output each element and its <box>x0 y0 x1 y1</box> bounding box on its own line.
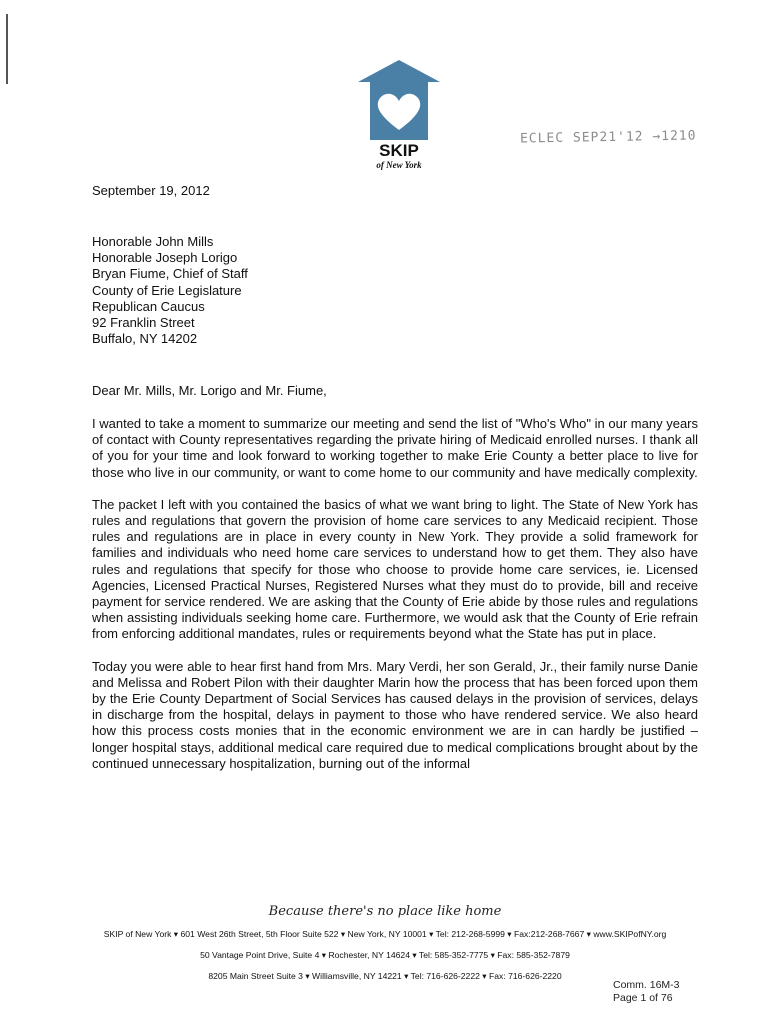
footer-address-nyc: SKIP of New York ▾ 601 West 26th Street, 5th Floor Suite 522 ▾ New York, NY 10001 ▾ Tel: 212-268-5999 ▾ Fax:212-268-7667 ▾ www.SKIPofNY.org <box>103 929 667 939</box>
footer-address-rochester: 50 Vantage Point Drive, Suite 4 ▾ Rochester, NY 14624 ▾ Tel: 585-352-7775 ▾ Fax: 585-352-7879 <box>200 950 570 960</box>
margin-mark <box>6 14 8 84</box>
letter-body <box>92 416 698 788</box>
address-line: Honorable John Mills <box>92 234 214 249</box>
recipient-address <box>92 234 698 347</box>
comm-reference <box>613 979 680 1005</box>
logo-brand: SKIP <box>379 141 419 160</box>
footer-address-williamsville: 8205 Main Street Suite 3 ▾ Williamsville, NY 14221 ▾ Tel: 716-626-2222 ▾ Fax: 716-626-2220 <box>208 971 562 981</box>
skip-logo <box>358 60 440 170</box>
body-paragraph: Today you were able to hear first hand from Mrs. Mary Verdi, her son Gerald, Jr., their family nurse Danie and Melissa and Robert Pilon with their daughter Marin how the process that has been forced upon them by the Erie County Department of Social Services has caused delays in the provision of services, delays in discharge from the hospital, delays in payment to those who have rendered service. We also heard how this process costs monies that in the economic environment we are in can hardly be justified – longer hospital stays, additional medical care required due to medical complications brought about by the continued unnecessary hospitalization, burning out of the informal <box>92 658 698 771</box>
address-line: Republican Caucus <box>92 298 205 314</box>
footer-tagline: Because there's no place like home <box>268 904 502 919</box>
address-line: 92 Franklin Street <box>92 315 195 331</box>
address-line: Buffalo, NY 14202 <box>92 331 198 347</box>
address-line: Bryan Fiume, Chief of Staff <box>92 266 248 282</box>
body-paragraph: I wanted to take a moment to summarize our meeting and send the list of "Who's Who" in our many years of contact with County representatives regarding the private hiring of Medicaid enrolled nurses. I thank all of you for your time and look forward to working together to make Erie County a better place to live for those who live in our community, or want to come home to our community and have medically complexity. <box>92 416 698 480</box>
salutation: Dear Mr. Mills, Mr. Lorigo and Mr. Fiume, <box>92 383 327 398</box>
address-line: County of Erie Legislature <box>92 282 242 298</box>
logo-sub: of New York <box>376 160 422 170</box>
comm-number: Comm. 16M-3 <box>613 979 680 991</box>
body-paragraph: The packet I left with you contained the basics of what we want bring to light. The State of New York has rules and regulations that govern the provision of home care services to any Medicaid recipient. Those rules and regulations are in place in every county in New York. They provide a solid framework for families and individuals who need home care services to understand how to get them. They also have rules and regulations that specify for those who choose to provide home care services, ie. Licensed Agencies, Licensed Practical Nurses, Registered Nurses what they must do to provide, bill and receive payment for service rendered. We are asking that the County of Erie abide by those rules and regulations when assisting individuals seeking home care. Furthermore, we would ask that the County of Erie refrain from enforcing additional mandates, rules or requirements beyond what the State has put in place. <box>92 496 698 642</box>
letter-date: September 19, 2012 <box>92 183 210 198</box>
address-line: Honorable Joseph Lorigo <box>92 250 238 266</box>
received-stamp: ECLEC SEP21'12 →1210 <box>519 128 697 147</box>
page-number: Page 1 of 76 <box>613 992 673 1004</box>
